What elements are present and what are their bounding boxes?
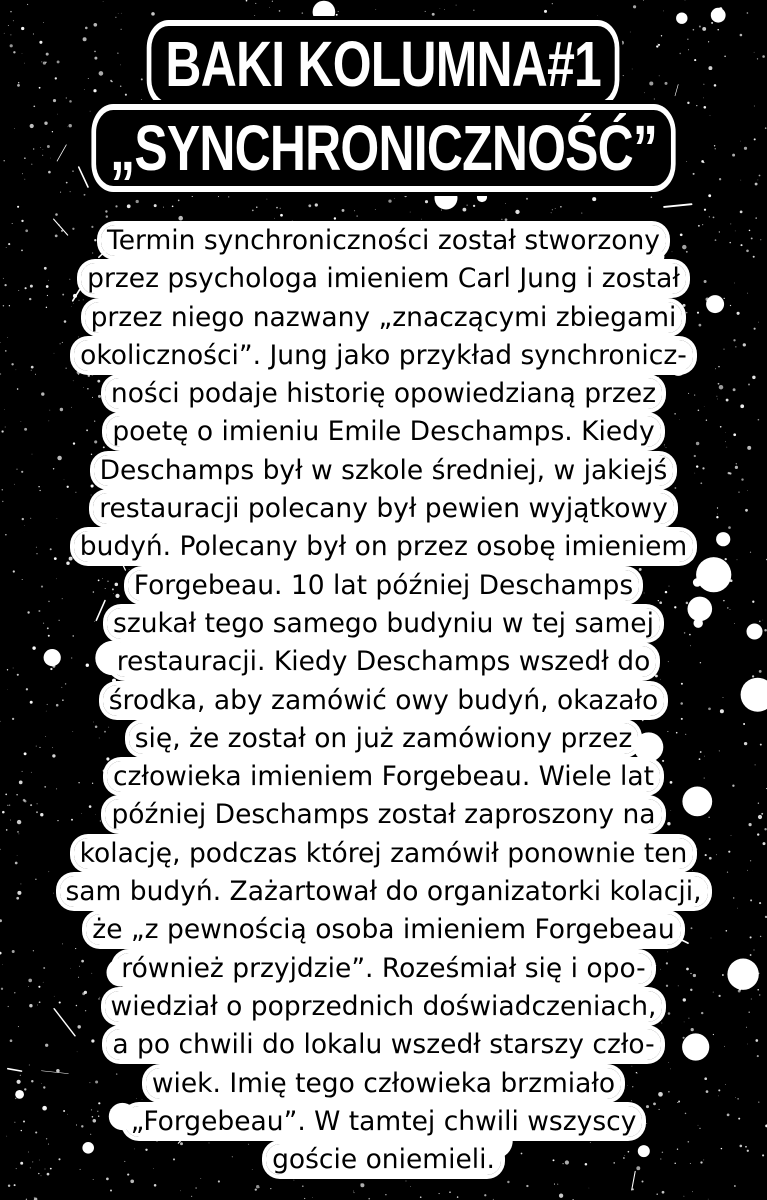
body-line: później Deschamps został zaproszony na: [0, 796, 767, 834]
title-line-2: „SYNCHRONICZNOŚĆ”: [96, 110, 671, 186]
body-line: sam budyń. Zażartował do organizatorki kolacji,: [0, 873, 767, 911]
column-body: [0, 222, 767, 1179]
body-line: wiedział o poprzednich doświadczeniach,: [0, 988, 767, 1026]
body-line: człowieka imieniem Forgebeau. Wiele lat: [0, 758, 767, 796]
body-line: Forgebeau. 10 lat później Deschamps: [0, 567, 767, 605]
body-line: również przyjdzie”. Roześmiał się i opo-: [0, 950, 767, 988]
body-line: poetę o imieniu Emile Deschamps. Kiedy: [0, 413, 767, 451]
body-line: wiek. Imię tego człowieka brzmiało: [0, 1065, 767, 1103]
body-line: goście oniemieli.: [0, 1141, 767, 1179]
body-line: kolację, podczas której zamówił ponownie ten: [0, 835, 767, 873]
body-line: się, że został on już zamówiony przez: [0, 720, 767, 758]
body-line: szukał tego samego budyniu w tej samej: [0, 605, 767, 643]
column-title: [0, 26, 767, 186]
body-line: restauracji polecany był pewien wyjątkowy: [0, 490, 767, 528]
body-line: środka, aby zamówić owy budyń, okazało: [0, 682, 767, 720]
body-line: że „z pewnością osoba imieniem Forgebeau: [0, 911, 767, 949]
body-line: przez psychologa imieniem Carl Jung i został: [0, 260, 767, 298]
body-line: Termin synchroniczności został stworzony: [0, 222, 767, 260]
body-line: restauracji. Kiedy Deschamps wszedł do: [0, 643, 767, 681]
body-line: „Forgebeau”. W tamtej chwili wszyscy: [0, 1103, 767, 1141]
body-line: przez niego nazwany „znaczącymi zbiegami: [0, 299, 767, 337]
body-line: Deschamps był w szkole średniej, w jakiejś: [0, 452, 767, 490]
body-line: okoliczności”. Jung jako przykład synchronicz-: [0, 337, 767, 375]
body-line: ności podaje historię opowiedzianą przez: [0, 375, 767, 413]
body-line: a po chwili do lokalu wszedł starszy czło-: [0, 1026, 767, 1064]
body-line: budyń. Polecany był on przez osobę imieniem: [0, 528, 767, 566]
title-line-1: BAKI KOLUMNA#1: [152, 26, 616, 102]
